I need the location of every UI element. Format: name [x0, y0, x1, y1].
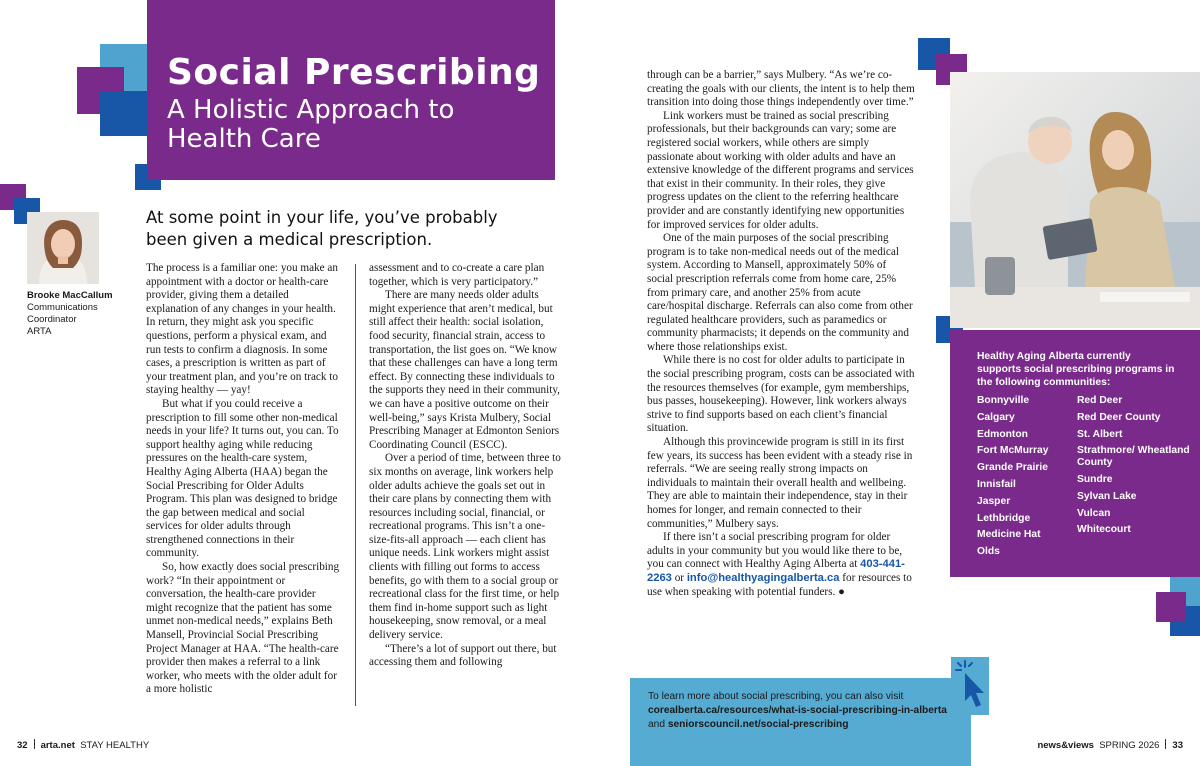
community-item: Vulcan: [1077, 507, 1111, 519]
page-subtitle: A Holistic Approach to Health Care: [167, 95, 455, 154]
community-item: Sundre: [1077, 473, 1113, 485]
community-item: St. Albert: [1077, 428, 1123, 440]
phone-link[interactable]: 403-441-2263: [647, 558, 905, 584]
decor-square: [100, 91, 147, 136]
body-paragraph: “There’s a lot of support out there, but accessing them and following: [369, 642, 557, 669]
learn-more-link-2[interactable]: seniorscouncil.net/social-prescribing: [667, 719, 849, 730]
feature-photo: [950, 72, 1200, 328]
author-role-line: ARTA: [27, 326, 52, 337]
body-paragraph: While there is no cost for older adults to participate in the social prescribing program, costs can be associated with the resources themselves (for example, gym memberships, bus passes, housekeeping). However, link workers always strive to find supports based on each client’s financial situation.: [647, 354, 915, 435]
body-paragraph: The process is a familiar one: you make an appointment with a doctor or health-care provider, giving them a detailed explanation of any changes in your health. In return, they might ask you specific questions, perform a physical exam, and run tests to confirm a diagnosis. In some cases, a prescription is written as part of your treatment plan, and you’re on track to staying healthy — yay!: [146, 262, 338, 397]
body-paragraph: through can be a barrier,” says Mulbery. “As we’re co-creating the goals with our clients, the intent is to help them transition into doing those things independently over time.”: [647, 69, 915, 109]
community-item: Whitecourt: [1077, 524, 1131, 536]
author-name: Brooke MacCallum: [27, 290, 113, 301]
footer-issue: SPRING 2026: [1099, 740, 1160, 751]
contact-text: If there isn’t a social prescribing program for older adults in your community but you would like there to be, you can connect with Healthy Aging Alberta at: [647, 531, 903, 571]
community-item: Red Deer: [1077, 395, 1123, 406]
community-item: Strathmore/ Wheatland County: [1077, 445, 1190, 469]
author-role-line: Coordinator: [27, 314, 77, 325]
contact-text-end: for resources to use when speaking with potential funders. ●: [647, 571, 912, 598]
author-role-line: Communications: [27, 302, 98, 313]
footer-brand: news&views: [1037, 740, 1094, 751]
community-item: Olds: [977, 546, 1000, 558]
community-item: Red Deer County: [1077, 411, 1161, 423]
body-column-1: [146, 262, 342, 697]
body-paragraph: assessment and to co-create a care plan together, which is very participatory.”: [369, 262, 545, 288]
body-paragraph: Link workers must be trained as social prescribing professionals, but their backgrounds can vary; some are registered social workers, while others are simply passionate about working with older adults and have an extensive knowledge of the different programs and services that exist in their community. In their roles, they give progress updates on the client to the referring healthcare provider and are constantly identifying new opportunities for improved services for older adults.: [647, 109, 914, 231]
community-item: Grande Prairie: [977, 462, 1048, 474]
communities-sidebar: [950, 330, 1200, 577]
footer-right: [1037, 739, 1183, 751]
lede-heading: At some point in your life, you’ve probably been given a medical prescription.: [146, 208, 498, 249]
community-item: Bonnyville: [977, 395, 1030, 406]
page-number-right: 33: [1172, 740, 1183, 751]
page-number-left: 32: [17, 740, 28, 751]
learn-more-link-1[interactable]: corealberta.ca/resources/what-is-social-prescribing-in-alberta: [648, 705, 947, 716]
community-item: Innisfail: [977, 478, 1016, 490]
learn-more-intro: To learn more about social prescribing, you can also visit: [648, 691, 904, 702]
community-item: Sylvan Lake: [1077, 490, 1137, 502]
learn-more-box: [630, 678, 971, 766]
body-paragraph: Although this provincewide program is still in its first few years, its success has been evident with a steady rise in referrals. “We are seeing really strong impacts on individuals to maintain their overall health and wellbeing. They are able to maintain their independence, stay in their homes for longer, and remain connected to their communities,” Mulbery says.: [647, 436, 913, 530]
page-title: Social Prescribing: [167, 52, 541, 93]
body-paragraph: One of the main purposes of the social prescribing program is to take non-medical needs out of the medical system. According to Mansell, approximately 50% of social prescription referrals come from home care, 25% from primary care, and another 25% from acute care/hospital discharge. Referrals can also come from other regulated healthcare providers, such as paramedics or community pharmacists; it depends on the community and where those relationships exist.: [647, 232, 913, 353]
body-paragraph: But what if you could receive a prescription to fill some other non-medical needs in your life? It turns out, you can. To support healthy aging while reducing pressures on the health-care system, Healthy Aging Alberta (HAA) began the Social Prescribing for Older Adults Program. This plan was designed to bridge the gap between medical and social services for older adults through strengthened connections in their community.: [146, 397, 339, 560]
author-role: [27, 302, 127, 338]
footer-left: [17, 739, 149, 751]
sidebar-title: Healthy Aging Alberta currently supports social prescribing programs in the following communities:: [977, 351, 1175, 388]
community-item: Medicine Hat: [977, 529, 1041, 541]
community-item: Fort McMurray: [977, 445, 1049, 457]
body-column-2: [369, 262, 565, 670]
body-paragraph: There are many needs older adults might experience that aren’t medical, but still affect their health: social isolation, food security, financial strain, access to transportation, the list goes on. “We know that these challenges can have a long term effect. By connecting these individuals to the supports they need in their community, we can have a positive outcome on their well-being,” says Krista Mulbery, Social Prescribing Manager at Edmonton Seniors Coordinating Council (ESCC).: [369, 289, 560, 451]
column-divider: [355, 264, 356, 706]
body-paragraph: So, how exactly does social prescribing work? “In their appointment or conversation, the health-care provider might recognize that the patient has some unmet non-medical needs,” explains Beth Mansell, Provincial Social Prescribing Project Manager at HAA. “The health-care provider then makes a referral to a link worker, who meets with the older adult for a more holistic: [146, 561, 340, 696]
decor-square: [1156, 592, 1186, 622]
footer-site: arta.net: [40, 740, 75, 751]
body-column-3: [647, 69, 915, 599]
community-item: Jasper: [977, 495, 1011, 507]
communities-list-right: [1077, 395, 1197, 541]
footer-section: STAY HEALTHY: [80, 740, 150, 751]
contact-or: or: [671, 571, 687, 584]
email-link[interactable]: info@healthyagingalberta.ca: [686, 571, 840, 584]
community-item: Edmonton: [977, 428, 1028, 440]
communities-list-left: [977, 395, 1049, 563]
body-paragraph: Over a period of time, between three to six months on average, link workers help older adults achieve the goals set out in their care plans by connecting them with resources including social, financial, or recreational programs. This isn’t a one-size-fits-all approach — each client has unique needs. Link workers might assist clients with filling out forms to access benefits, go with them to a social group or recreational class for the first time, or help them find in-home support such as light housekeeping, snow removal, or a meal delivery service.: [369, 452, 561, 642]
author-photo: [27, 212, 99, 284]
title-banner: [147, 0, 555, 180]
body-paragraph-contact: [647, 531, 915, 599]
learn-more-and: and: [648, 719, 665, 730]
cursor-click-icon: [951, 657, 989, 715]
community-item: Calgary: [977, 411, 1015, 423]
community-item: Lethbridge: [977, 512, 1031, 524]
